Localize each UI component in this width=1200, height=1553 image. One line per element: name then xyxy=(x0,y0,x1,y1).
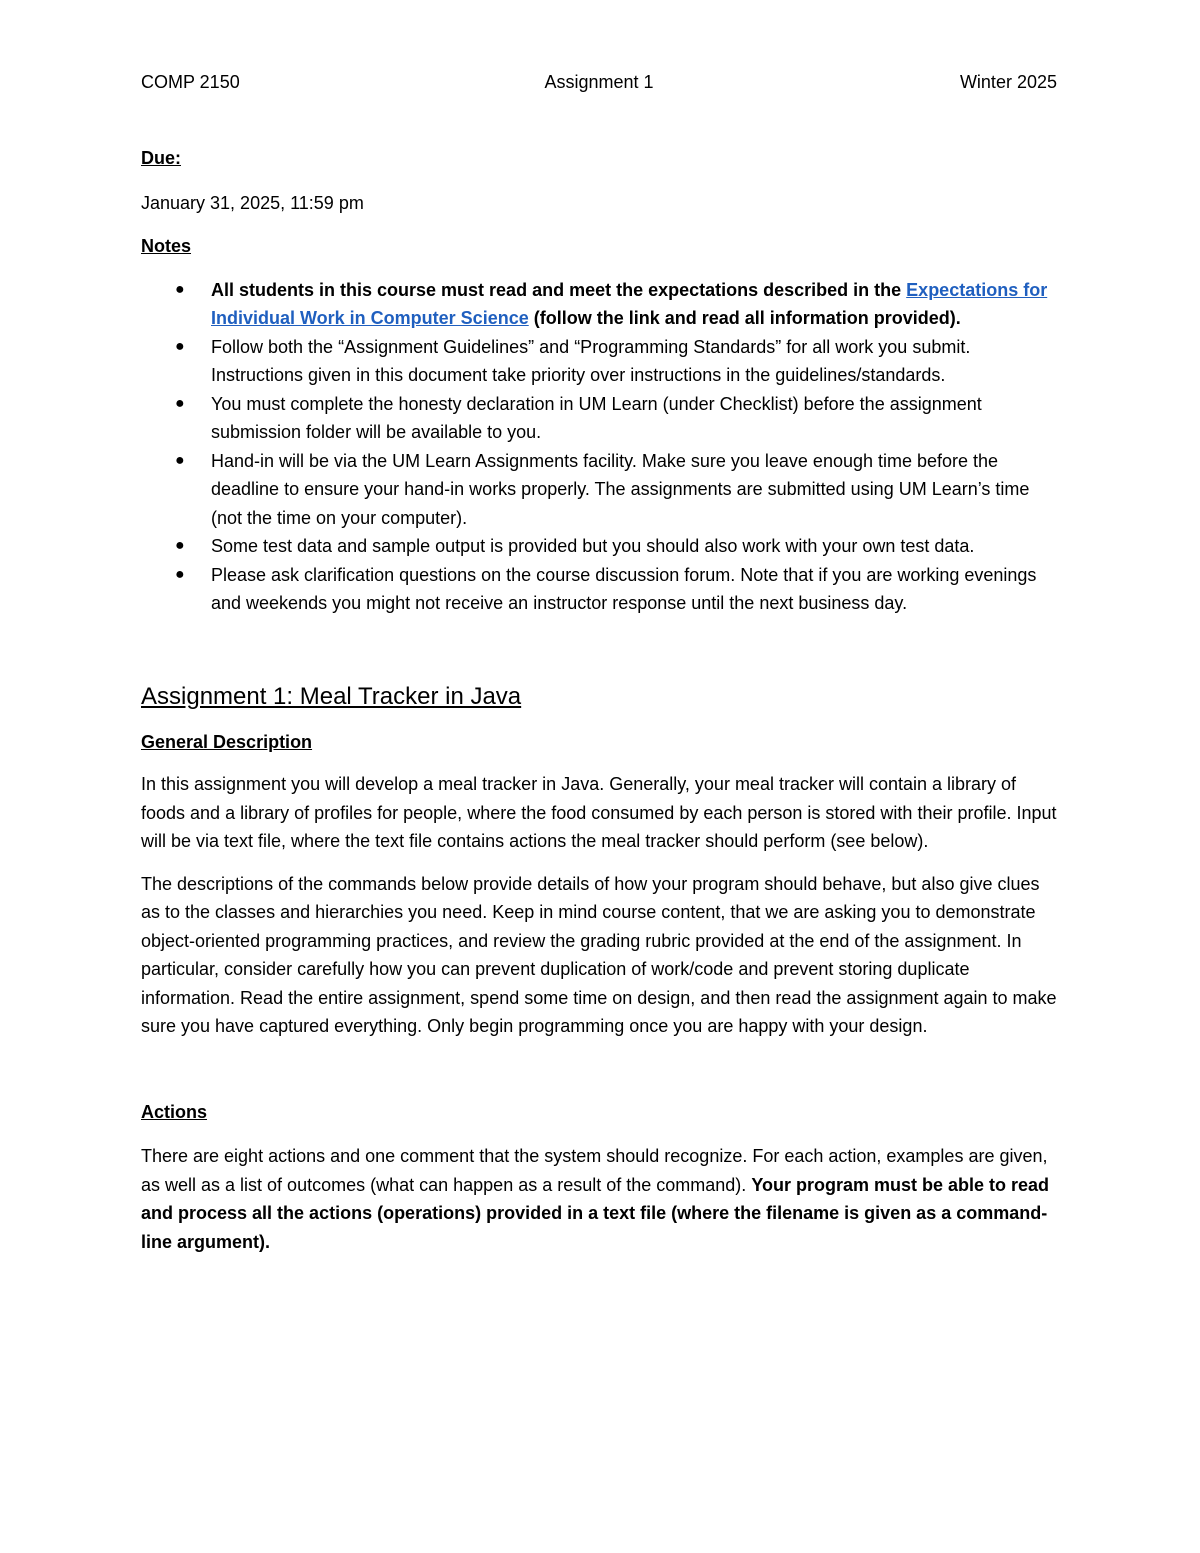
note-1-pre: All students in this course must read and meet the expectations described in the xyxy=(211,279,907,300)
header-term: Winter 2025 xyxy=(959,72,1057,92)
list-item xyxy=(141,276,1059,333)
list-item xyxy=(141,390,1059,447)
bullet-icon: ● xyxy=(175,565,185,583)
general-paragraph-2: The descriptions of the commands below provide details of how your program should behave, but also give clues as to the classes and hierarchies you need. Keep in mind course content, that we are asking you to demonstrate object-oriented programming practices, and review the grading rubric provided at the end of the assignment. In particular, consider carefully how you can prevent duplication of work/code and prevent storing duplicate information. Read the entire assignment, spend some time on design, and then read the assignment again to make sure you have captured everything. Only begin programming once you are happy with your design. xyxy=(141,873,1057,1036)
bullet-icon: ● xyxy=(175,280,185,298)
note-3-text: You must complete the honesty declaration in UM Learn (under Checklist) before the assignment submission folder will be available to you. xyxy=(211,393,982,442)
document-body xyxy=(141,144,1059,1256)
actions-heading: Actions xyxy=(141,1101,208,1122)
bullet-icon: ● xyxy=(175,394,185,412)
header-title: Assignment 1 xyxy=(544,72,654,92)
note-2-text: Follow both the “Assignment Guidelines” and “Programming Standards” for all work you submit. Instructions given in this document take priority over instructions in the guidelines/standards. xyxy=(211,336,971,385)
general-paragraph-1: In this assignment you will develop a meal tracker in Java. Generally, your meal tracker will contain a library of foods and a library of profiles for people, where the food consumed by each person is stored with their profile. Input will be via text file, where the text file contains actions the meal tracker should perform (see below). xyxy=(141,774,1057,851)
notes-list xyxy=(141,276,1059,618)
expectations-link[interactable]: Expectations for Individual Work in Computer Science xyxy=(211,279,1048,328)
header-course: COMP 2150 xyxy=(141,72,240,92)
assignment-title: Assignment 1: Meal Tracker in Java xyxy=(141,682,522,710)
list-item xyxy=(141,532,1059,561)
actions-paragraph xyxy=(141,1142,1059,1256)
actions-text: There are eight actions and one comment that the system should recognize. For each action, examples are given, as well as a list of outcomes (what can happen as a result of the command). xyxy=(141,1146,1048,1195)
due-date: January 31, 2025, 11:59 pm xyxy=(141,192,364,213)
general-description-heading: General Description xyxy=(141,731,313,752)
bullet-icon: ● xyxy=(175,337,185,355)
due-label: Due: xyxy=(141,148,181,168)
note-6-text: Please ask clarification questions on the course discussion forum. Note that if you are working evenings and weekends you might not receive an instructor response until the next business day. xyxy=(211,564,1037,613)
list-item xyxy=(141,561,1059,618)
note-4-text: Hand-in will be via the UM Learn Assignments facility. Make sure you leave enough time before the deadline to ensure your hand-in works properly. The assignments are submitted using UM Learn’s time (not the time on your computer). xyxy=(211,450,1030,528)
bullet-icon: ● xyxy=(175,537,185,554)
actions-bold-text: Your program must be able to read and process all the actions (operations) provided in a text file (where the filename is given as a command-line argument). xyxy=(141,1174,1050,1252)
bullet-icon: ● xyxy=(175,451,185,469)
note-5-text: Some test data and sample output is provided but you should also work with your own test data. xyxy=(211,536,975,556)
note-1-post: (follow the link and read all information provided). xyxy=(528,308,961,328)
list-item xyxy=(141,333,1059,390)
page-header xyxy=(141,72,1057,98)
notes-label: Notes xyxy=(141,236,192,256)
list-item xyxy=(141,447,1059,533)
